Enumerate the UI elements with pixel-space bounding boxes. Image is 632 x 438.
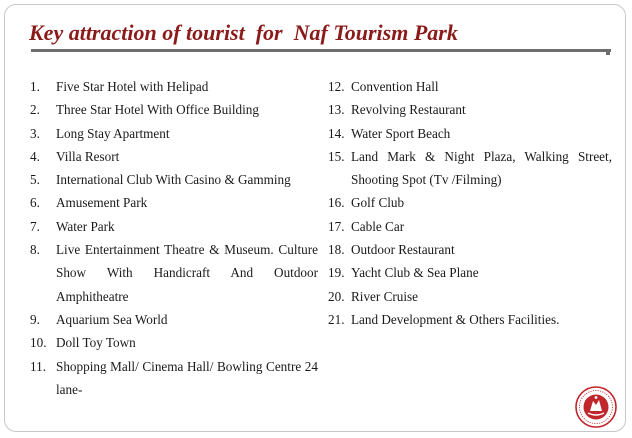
attraction-number: 15.	[328, 148, 345, 164]
attraction-number: 6.	[30, 195, 40, 211]
attraction-item	[328, 145, 612, 192]
attraction-text: Land Development & Others Facilities.	[351, 311, 560, 327]
attraction-number: 20.	[328, 288, 345, 304]
attraction-number: 4.	[30, 148, 40, 164]
attraction-list-right	[328, 75, 612, 331]
attraction-item	[328, 285, 612, 308]
attraction-text: Revolving Restaurant	[351, 102, 466, 118]
attraction-item	[30, 191, 318, 214]
attraction-text: Villa Resort	[56, 148, 120, 164]
attraction-number: 8.	[30, 242, 40, 258]
attraction-item	[328, 261, 612, 284]
attraction-item	[30, 238, 318, 308]
attraction-number: 7.	[30, 218, 40, 234]
attraction-item	[328, 191, 612, 214]
attraction-item	[328, 75, 612, 98]
attraction-number: 9.	[30, 311, 40, 327]
attraction-text: Long Stay Apartment	[56, 125, 170, 141]
attraction-text: Cable Car	[351, 218, 405, 234]
attraction-text: Water Sport Beach	[351, 125, 451, 141]
attraction-number: 11.	[30, 358, 46, 374]
attraction-text: Shopping Mall/ Cinema Hall/ Bowling Centre 24 lane-	[56, 358, 318, 397]
attraction-text: Five Star Hotel with Helipad	[56, 79, 209, 94]
attraction-item	[328, 215, 612, 238]
attraction-number: 21.	[328, 311, 345, 327]
attraction-text: Yacht Club & Sea Plane	[351, 265, 479, 281]
attraction-number: 16.	[328, 195, 345, 211]
attraction-text: Outdoor Restaurant	[351, 242, 455, 258]
attraction-text: Live Entertainment Theatre & Museum. Culture Show With Handicraft And Outdoor Amphitheatre	[56, 242, 318, 304]
attraction-number: 19.	[328, 265, 345, 281]
attraction-item	[30, 168, 318, 191]
slide-title: Key attraction of tourist for Naf Tourism Park	[29, 20, 458, 45]
attraction-text: Water Park	[56, 218, 115, 234]
title-underline	[31, 49, 611, 52]
attraction-number: 18.	[328, 242, 345, 258]
attraction-number: 2.	[30, 102, 40, 118]
attraction-item	[328, 98, 612, 121]
attraction-text: River Cruise	[351, 288, 419, 304]
attraction-item	[30, 122, 318, 145]
title-underline-end	[606, 49, 610, 55]
attraction-text: Aquarium Sea World	[56, 311, 168, 327]
attraction-number: 10.	[30, 335, 47, 351]
attraction-number: 1.	[30, 79, 40, 94]
attraction-text: Three Star Hotel With Office Building	[56, 102, 259, 118]
attraction-item	[328, 122, 612, 145]
attraction-item	[328, 308, 612, 331]
attraction-list-left	[30, 75, 318, 401]
attraction-item	[30, 145, 318, 168]
attraction-number: 3.	[30, 125, 40, 141]
attraction-text: Land Mark & Night Plaza, Walking Street, Shooting Spot (Tv /Filming)	[351, 148, 612, 188]
attraction-text: Golf Club	[351, 195, 405, 211]
attraction-item	[30, 308, 318, 331]
attraction-item	[328, 238, 612, 261]
attraction-text: Doll Toy Town	[56, 335, 136, 351]
attraction-number: 14.	[328, 125, 345, 141]
circular-seal-emblem-icon	[575, 386, 617, 428]
attraction-number: 12.	[328, 79, 345, 94]
attraction-text: Convention Hall	[351, 79, 439, 94]
attraction-number: 5.	[30, 172, 40, 188]
attraction-text: International Club With Casino & Gamming	[56, 172, 291, 188]
attraction-item	[30, 98, 318, 121]
attraction-number: 13.	[328, 102, 345, 118]
attraction-number: 17.	[328, 218, 345, 234]
attraction-item	[30, 355, 318, 402]
attraction-text: Amusement Park	[56, 195, 148, 211]
attraction-item	[30, 331, 318, 354]
attraction-item	[30, 75, 318, 98]
attraction-item	[30, 215, 318, 238]
